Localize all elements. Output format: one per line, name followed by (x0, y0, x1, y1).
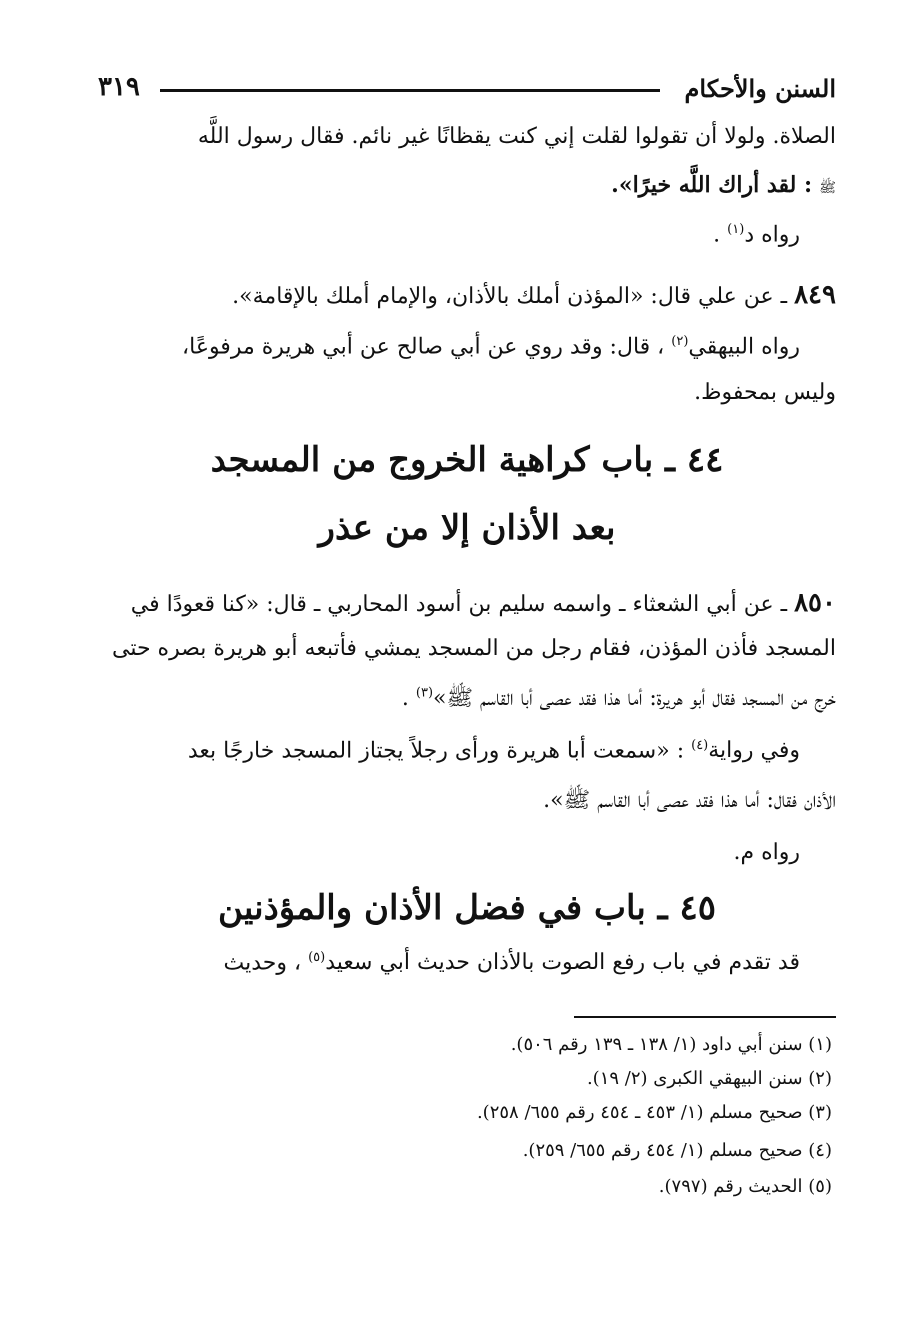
footnote-2: (٢) سنن البيهقي الكبرى (٢/ ١٩). (586, 1068, 832, 1089)
continuation-line-2 (611, 172, 836, 199)
footnote-ref-1: (١) (727, 222, 745, 237)
page-number: ٣١٩ (98, 72, 140, 102)
hadith-text: ـ عن أبي الشعثاء ـ واسمه سليم بن أسود المحاربي ـ قال: «كنا قعودًا في (130, 592, 788, 617)
source-text: رواه د (744, 222, 800, 248)
chapter-45-text (224, 950, 837, 975)
footnote-4: (٤) صحيح مسلم (١/ ٤٥٤ رقم ٦٥٥/ ٢٥٩). (522, 1140, 832, 1161)
hadith-number: ٨٤٩ (794, 280, 836, 310)
note-text-2: ، قال: وقد روي عن أبي صالح عن أبي هريرة مرفوعًا، (182, 334, 665, 360)
line-end: . (401, 686, 409, 711)
hadith-849-note-2: وليس بمحفوظ. (694, 380, 836, 405)
hadith-text: خرج من المسجد فقال أبو هريرة: أما هذا فقد عصى أبا القاسم ﷺ» (433, 686, 836, 711)
continuation-quote: : لقد أراك اللَّه خيرًا». (611, 172, 813, 198)
header-rule (160, 89, 660, 92)
hadith-850-line-2: المسجد فأذن المؤذن، فقام رجل من المسجد يمشي فأتبعه أبو هريرة بصره حتى (111, 636, 836, 661)
hadith-850-source: رواه م. (733, 840, 800, 865)
note-text: رواه البيهقي (688, 334, 800, 360)
footnote-ref-3: (٣) (415, 685, 434, 701)
chapter-44-title-line-2: بعد الأذان إلا من عذر (318, 508, 616, 548)
footnote-3: (٣) صحيح مسلم (١/ ٤٥٣ ـ ٤٥٤ رقم ٦٥٥/ ٢٥٨). (476, 1102, 832, 1123)
source-end: . (713, 222, 721, 248)
riwaya-text-2: : «سمعت أبا هريرة ورأى رجلاً يجتاز المسجد خارجًا بعد (187, 738, 685, 764)
running-header (98, 62, 836, 112)
footnote-ref-4: (٤) (691, 738, 709, 753)
hadith-849-note-1 (182, 334, 800, 359)
hadith-text: ـ عن علي قال: «المؤذن أملك بالأذان، والإمام أملك بالإقامة». (232, 284, 788, 309)
continuation-source (713, 222, 800, 247)
continuation-line-1: الصلاة. ولولا أن تقولوا لقلت إني كنت يقظانًا غير نائم. فقال رسول اللَّه (197, 124, 836, 149)
chapter-44-title-line-1: ٤٤ ـ باب كراهية الخروج من المسجد (210, 440, 724, 480)
footnote-5: (٥) الحديث رقم (٧٩٧). (658, 1176, 832, 1197)
hadith-849 (232, 280, 836, 310)
footnote-1: (١) سنن أبي داود (١/ ١٣٨ ـ ١٣٩ رقم ٥٠٦). (510, 1034, 832, 1055)
chapter-45-title: ٤٥ ـ باب في فضل الأذان والمؤذنين (217, 888, 716, 928)
footnote-ref-2: (٢) (671, 334, 689, 349)
chapter-text-2: ، وحديث (223, 950, 302, 976)
hadith-850-riwaya-1 (188, 738, 836, 763)
hadith-850-line-3 (402, 684, 836, 716)
footnote-ref-5: (٥) (308, 950, 326, 965)
header-title: السنن والأحكام (684, 74, 836, 103)
salutation-mark: ﷺ (819, 180, 836, 196)
hadith-850-line-1 (131, 588, 836, 618)
hadith-850-riwaya-2: الأذان فقال: أما هذا فقد عصى أبا القاسم ﷺ». (543, 788, 836, 813)
chapter-text: قد تقدم في باب رفع الصوت بالأذان حديث أبي سعيد (325, 950, 800, 976)
hadith-number: ٨٥٠ (794, 588, 836, 618)
footnote-rule (574, 1016, 836, 1018)
riwaya-text: وفي رواية (708, 738, 800, 764)
